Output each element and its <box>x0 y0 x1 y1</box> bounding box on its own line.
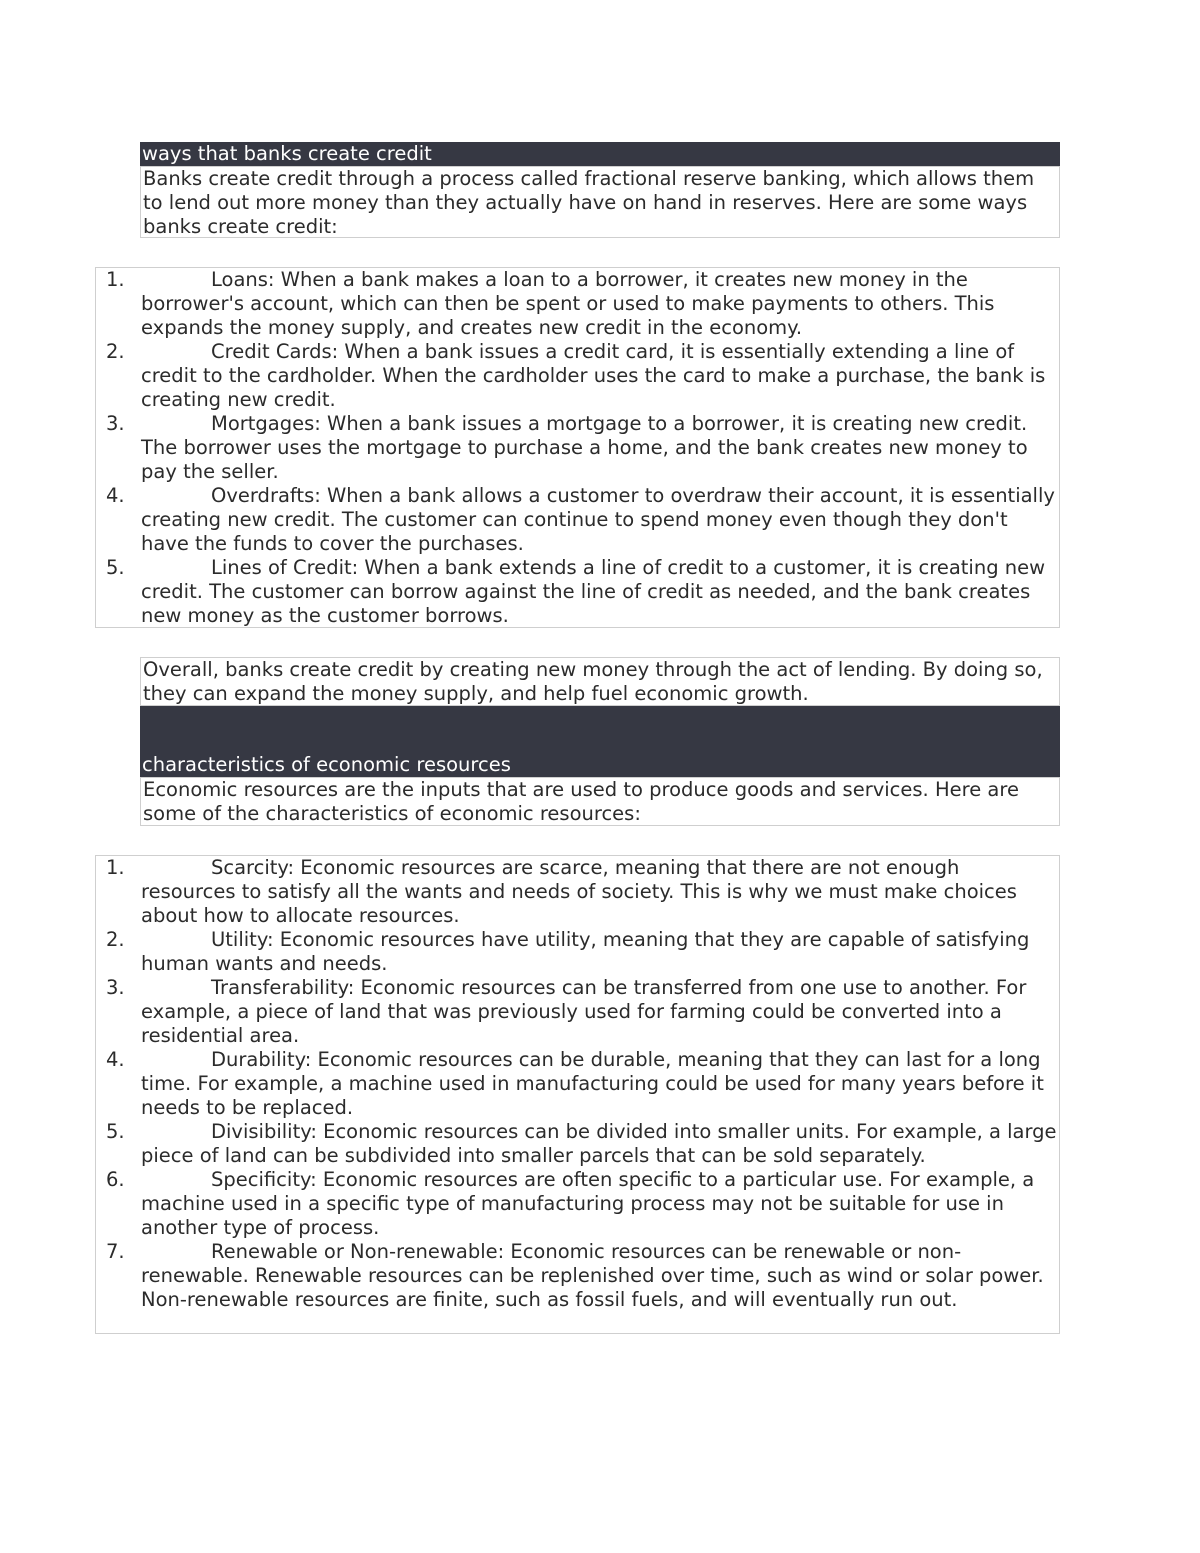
section-intro-resources <box>140 777 1060 826</box>
list-item-text: Renewable or Non-renewable: Economic resources can be renewable or non-renewable. Renewable resources can be replenished over time, such as wind or solar power. Non-renewable resources are finite, such as fossil fuels, and will eventually run out. <box>141 1240 1044 1311</box>
list-item-text: Overdrafts: When a bank allows a customer to overdraw their account, it is essentially creating new credit. The customer can continue to spend money even though they don't have the funds to cover the purchases. <box>141 484 1055 555</box>
list-number: 4. <box>106 484 125 507</box>
list-item-text: Loans: When a bank makes a loan to a borrower, it creates new money in the borrower's account, which can then be spent or used to make payments to others. This expands the money supply, and creates new credit in the economy. <box>141 268 995 339</box>
conclusion-text: Overall, banks create credit by creating new money through the act of lending. By doing so, they can expand the money supply, and help fuel economic growth. <box>143 658 1043 705</box>
list-item <box>96 484 1059 556</box>
list-number: 5. <box>106 1120 125 1143</box>
list-number: 2. <box>106 340 125 363</box>
list-item <box>96 928 1059 976</box>
list-item <box>96 556 1059 628</box>
list-item-text: Mortgages: When a bank issues a mortgage to a borrower, it is creating new credit. The borrower uses the mortgage to purchase a home, and the bank creates new money to pay the seller. <box>141 412 1028 483</box>
section-intro-credit <box>140 166 1060 238</box>
list-item <box>96 412 1059 484</box>
list-number: 3. <box>106 412 125 435</box>
list-item <box>96 1168 1059 1240</box>
list-number: 3. <box>106 976 125 999</box>
list-item <box>96 268 1059 340</box>
section-heading-resources <box>140 706 1060 777</box>
intro-text: Economic resources are the inputs that are used to produce goods and services. Here are some of the characteristics of economic resources: <box>143 778 1019 825</box>
list-number: 1. <box>106 856 125 879</box>
list-item-text: Utility: Economic resources have utility, meaning that they are capable of satisfying human wants and needs. <box>141 928 1030 975</box>
list-item-text: Transferability: Economic resources can be transferred from one use to another. For example, a piece of land that was previously used for farming could be converted into a residential area. <box>141 976 1027 1047</box>
list-item <box>96 976 1059 1048</box>
list-item <box>96 1048 1059 1120</box>
list-item-text: Scarcity: Economic resources are scarce, meaning that there are not enough resources to satisfy all the wants and needs of society. This is why we must make choices about how to allocate resources. <box>141 856 1017 927</box>
resources-list <box>95 855 1060 1334</box>
heading-text: ways that banks create credit <box>142 142 432 165</box>
intro-text: Banks create credit through a process called fractional reserve banking, which allows them to lend out more money than they actually have on hand in reserves. Here are some ways banks create credit: <box>143 167 1035 238</box>
list-item-text: Durability: Economic resources can be durable, meaning that they can last for a long time. For example, a machine used in manufacturing could be used for many years before it needs to be replaced. <box>141 1048 1044 1119</box>
list-number: 2. <box>106 928 125 951</box>
list-number: 7. <box>106 1240 125 1263</box>
heading-text: characteristics of economic resources <box>142 753 511 776</box>
list-item <box>96 1240 1059 1312</box>
list-item-text: Lines of Credit: When a bank extends a line of credit to a customer, it is creating new credit. The customer can borrow against the line of credit as needed, and the bank creates new money as the customer borrows. <box>141 556 1046 627</box>
list-item <box>96 340 1059 412</box>
list-item <box>96 856 1059 928</box>
list-item <box>96 1120 1059 1168</box>
credit-list <box>95 267 1060 628</box>
list-item-text: Divisibility: Economic resources can be divided into smaller units. For example, a large piece of land can be subdivided into smaller parcels that can be sold separately. <box>141 1120 1057 1167</box>
list-item-text: Specificity: Economic resources are often specific to a particular use. For example, a machine used in a specific type of manufacturing process may not be suitable for use in another type of process. <box>141 1168 1035 1239</box>
list-number: 6. <box>106 1168 125 1191</box>
section-heading-credit <box>140 142 1060 166</box>
list-number: 4. <box>106 1048 125 1071</box>
list-number: 5. <box>106 556 125 579</box>
list-item-text: Credit Cards: When a bank issues a credit card, it is essentially extending a line of credit to the cardholder. When the cardholder uses the card to make a purchase, the bank is creating new credit. <box>141 340 1046 411</box>
section-conclusion-credit <box>140 657 1060 706</box>
list-number: 1. <box>106 268 125 291</box>
